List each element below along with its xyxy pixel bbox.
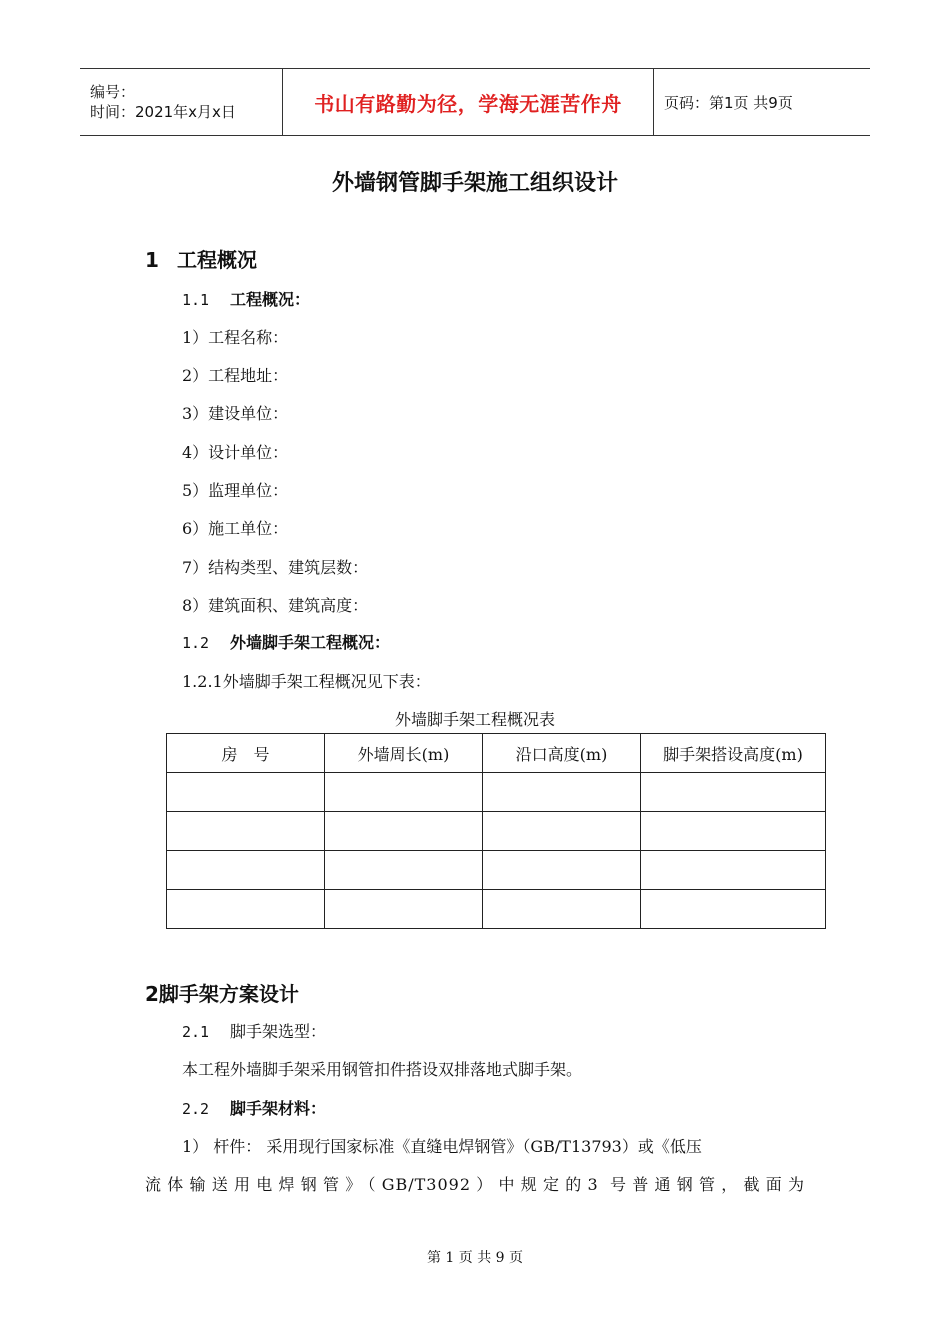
section-1-number: 1 <box>145 248 159 272</box>
list-item-structure-type: 7）结构类型、建筑层数： <box>182 558 369 577</box>
table-cell <box>325 773 483 812</box>
table-cell <box>167 812 325 851</box>
section-1-heading <box>145 244 257 273</box>
table-row <box>167 812 826 851</box>
header-motto: 书山有路勤为径，学海无涯苦作舟 <box>314 91 622 116</box>
table-header-row <box>167 734 826 773</box>
header-page-info-cell <box>654 69 870 135</box>
subsection-1-1-title: 工程概况： <box>230 290 311 309</box>
subsection-2-2-number: 2.2 <box>182 1100 210 1118</box>
subsection-2-2-title: 脚手架材料： <box>230 1099 327 1118</box>
subsection-1-2-1-text: 1.2.1外墙脚手架工程概况见下表： <box>182 672 431 691</box>
table-header-cell: 外墙周长(m) <box>325 734 483 773</box>
list-item-project-address: 2）工程地址： <box>182 366 289 385</box>
table-cell <box>483 773 641 812</box>
paragraph-line-2: 流体输送用电焊钢管》（GB/T3092）中规定的3 号普通钢管，截面为 <box>145 1175 805 1194</box>
subsection-2-2-heading <box>182 1096 326 1119</box>
page-header <box>80 68 870 136</box>
header-meta <box>80 69 282 135</box>
subsection-2-1-title: 脚手架选型： <box>230 1022 327 1041</box>
subsection-2-1-heading <box>182 1019 326 1042</box>
table-cell <box>325 890 483 929</box>
document-time-label: 时间：2021年x月x日 <box>90 103 236 121</box>
table-cell <box>483 851 641 890</box>
table-cell <box>641 812 826 851</box>
paragraph-line-1: 1） 杆件： 采用现行国家标准《直缝电焊钢管》（GB/T13793）或《低压 <box>182 1137 702 1156</box>
list-item-contractor: 6）施工单位： <box>182 519 289 538</box>
section-2-heading: 2脚手架方案设计 <box>145 982 299 1006</box>
subsection-1-2-title: 外墙脚手架工程概况： <box>230 633 391 652</box>
subsection-1-1-heading <box>182 287 310 310</box>
section-1-title: 工程概况 <box>177 248 257 272</box>
table-header-cell: 房 号 <box>167 734 325 773</box>
subsection-2-1-text: 本工程外墙脚手架采用钢管扣件搭设双排落地式脚手架。 <box>182 1060 583 1079</box>
scaffold-overview-table <box>166 733 826 929</box>
table-cell <box>325 851 483 890</box>
table-row <box>167 851 826 890</box>
table-cell <box>167 851 325 890</box>
header-page-info: 页码：第1页 共9页 <box>664 93 793 112</box>
list-item-project-name: 1）工程名称： <box>182 328 289 347</box>
list-item-designer: 4）设计单位： <box>182 443 289 462</box>
list-item-building-area: 8）建筑面积、建筑高度： <box>182 596 369 615</box>
table-cell <box>641 851 826 890</box>
page-footer: 第 1 页 共 9 页 <box>426 1250 524 1266</box>
table-cell <box>641 773 826 812</box>
table-row <box>167 890 826 929</box>
document-title: 外墙钢管脚手架施工组织设计 <box>331 171 618 196</box>
table-cell <box>483 890 641 929</box>
list-item-supervisor: 5）监理单位： <box>182 481 289 500</box>
subsection-1-1-number: 1.1 <box>182 291 210 309</box>
table-header-cell: 沿口高度(m) <box>483 734 641 773</box>
list-item-owner: 3）建设单位： <box>182 404 289 423</box>
table-cell <box>641 890 826 929</box>
document-number-label: 编号： <box>90 83 136 101</box>
table-caption: 外墙脚手架工程概况表 <box>394 710 555 729</box>
subsection-1-2-heading <box>182 630 390 653</box>
table-cell <box>167 890 325 929</box>
table-header-cell: 脚手架搭设高度(m) <box>641 734 826 773</box>
table-row <box>167 773 826 812</box>
subsection-2-1-number: 2.1 <box>182 1023 210 1041</box>
subsection-1-2-number: 1.2 <box>182 634 210 652</box>
table-cell <box>483 812 641 851</box>
table-cell <box>167 773 325 812</box>
table-cell <box>325 812 483 851</box>
header-motto-cell <box>282 69 654 135</box>
